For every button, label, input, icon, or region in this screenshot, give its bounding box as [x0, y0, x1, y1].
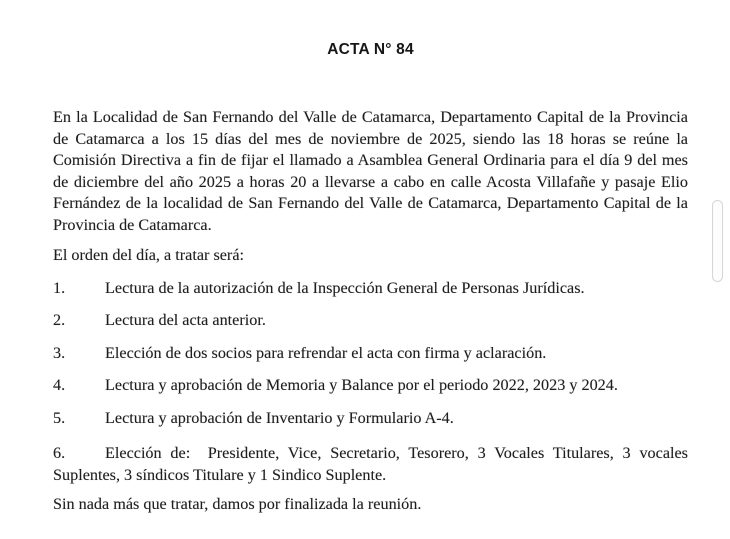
scrollbar-thumb[interactable] — [712, 200, 723, 282]
agenda-item-number: 2. — [53, 311, 66, 329]
agenda-item-text: Lectura del acta anterior. — [105, 311, 266, 329]
agenda-item-3 — [53, 343, 688, 365]
agenda-item-number: 3. — [53, 343, 66, 362]
agenda-intro: El orden del día, a tratar será: — [53, 246, 245, 264]
agenda-item-2 — [53, 310, 688, 332]
agenda-item-1 — [53, 278, 688, 300]
agenda-item-6 — [53, 443, 693, 486]
agenda-item-5 — [53, 408, 688, 430]
agenda-item-4 — [53, 375, 688, 397]
agenda-item-text: Elección de dos socios para refrendar el acta con firma y aclaración. — [105, 343, 547, 362]
agenda-item-number: 1. — [53, 278, 66, 297]
agenda-item-text: Lectura de la autorización de la Inspección General de Personas Jurídicas. — [105, 278, 585, 297]
agenda-item-number: 5. — [53, 408, 66, 427]
opening-paragraph: En la Localidad de San Fernando del Valle de Catamarca, Departamento Capital de la Provincia de Catamarca a los 15 días del mes de noviembre de 2025, siendo las 18 horas se reúne la Comisión Directiva a fin de fijar el llamado a Asamblea General Ordinaria para el día 9 del mes de diciembre del año 2025 a horas 20 a llevarse a cabo en calle Acosta Villafañe y pasaje Elio Fernández de la localidad de San Fernando del Valle de Catamarca, Departamento Capital de la Provincia de Catamarca. — [53, 108, 688, 234]
agenda-item-text: Elección de: Presidente, Vice, Secretario, Tesorero, 3 Vocales Titulares, 3 vocales Suplentes, 3 síndicos Titulare y 1 Sindico Suplente. — [53, 444, 693, 484]
agenda-item-number: 4. — [53, 376, 66, 394]
acta-document — [53, 0, 693, 516]
agenda-item-text: Lectura y aprobación de Inventario y Formulario A-4. — [105, 408, 454, 427]
closing-paragraph: Sin nada más que tratar, damos por finalizada la reunión. — [53, 495, 422, 513]
agenda-item-text: Lectura y aprobación de Memoria y Balance por el periodo 2022, 2023 y 2024. — [105, 376, 618, 394]
agenda-item-number: 6. — [53, 444, 66, 462]
document-title: ACTA N° 84 — [327, 41, 414, 58]
